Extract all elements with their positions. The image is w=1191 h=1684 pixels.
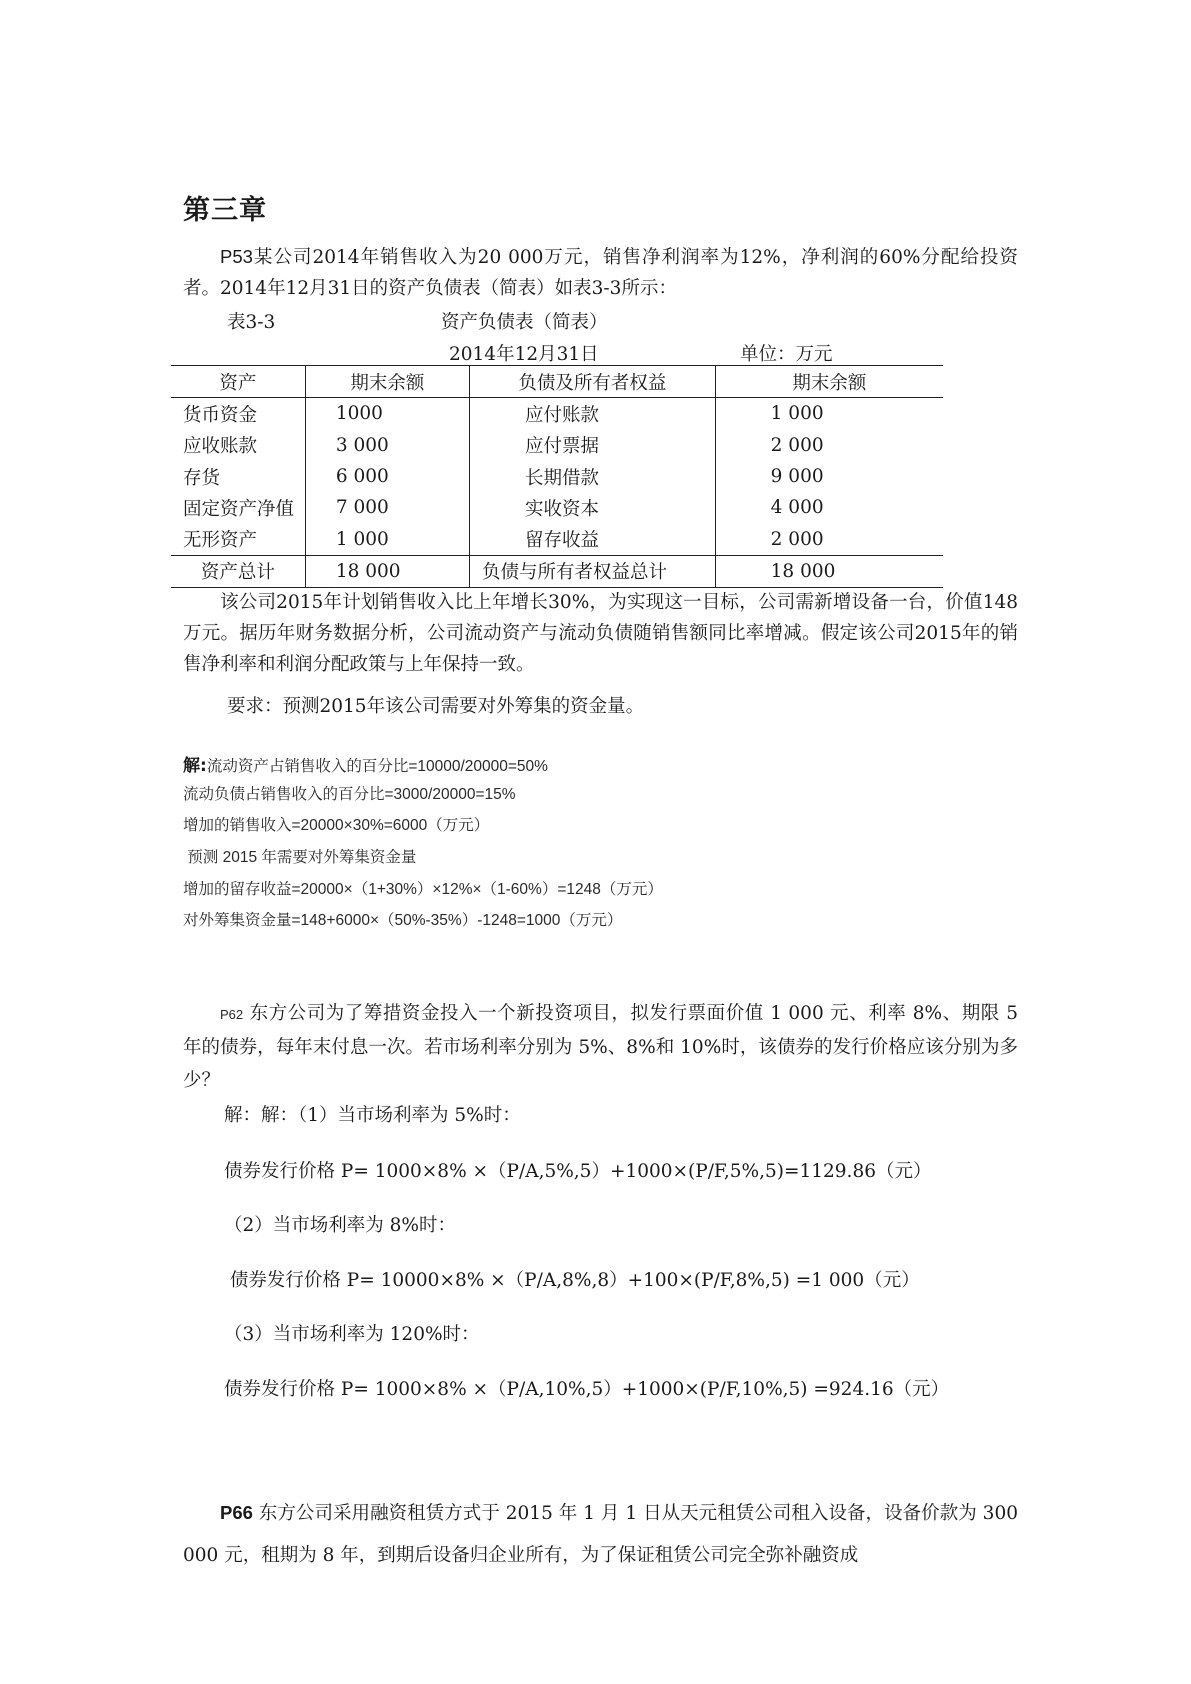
cell: 3 000 [305,430,469,461]
p53-requirement: 要求：预测2015年该公司需要对外筹集的资金量。 [227,696,645,717]
p53-label: P53 [220,246,253,267]
p62-solution-line-5: （3）当市场利率为 120%时： [224,1324,480,1345]
cell: 固定资产净值 [183,498,295,520]
cell: 应收账款 [183,436,258,458]
p53-solution-line-3: 增加的销售收入=20000×30%=6000（万元） [183,817,490,834]
p62-solution-line-6: 债券发行价格 P= 1000×8% ×（P/A,10%,5）+1000×(P/F,10%,5) =924.16（元） [224,1379,950,1400]
total-label: 资产总计 [171,555,305,587]
cell: 2 000 [715,430,943,461]
p62-solution-line-2: 债券发行价格 P= 1000×8% ×（P/A,5%,5）+1000×(P/F,5%,5)=1129.86（元） [224,1161,932,1182]
p53-body: 某公司2014年销售收入为20 000万元，销售净利润率为12%，净利润的60%分配给投资者。2014年12月31日的资产负债表（简表）如表3-3所示： [183,247,1018,299]
header-ending-balance: 期末余额 [305,366,469,398]
total-value-2: 18 000 [715,555,943,587]
cell: 实收资本 [469,492,715,523]
p62-solution-line-1: 解：解：（1）当市场利率为 5%时： [224,1105,521,1126]
total-label-2: 负债与所有者权益总计 [469,555,715,587]
p62-label: P62 [220,1007,244,1022]
table-total-row [171,555,943,587]
p53-solution-line-1 [183,751,548,776]
solution-text: 流动资产占销售收入的百分比=10000/20000=50% [206,758,548,775]
p53-after-text: 该公司2015年计划销售收入比上年增长30%，为实现这一目标，公司需新增设备一台，价值148万元。据历年财务数据分析，公司流动资产与流动负债随销售额同比率增减。假定该公司2015年的销售净利率和利润分配政策与上年保持一致。 [183,592,1018,675]
table-row [171,492,943,523]
cell: 应付票据 [469,430,715,461]
cell: 9 000 [715,461,943,492]
table-date: 2014年12月31日 [449,344,599,365]
table-number: 表3-3 [227,312,276,333]
p53-problem-text [183,241,1018,304]
cell: 应付账款 [469,398,715,430]
header-liabilities-equity: 负债及所有者权益 [469,366,715,398]
p53-solution-line-2: 流动负债占销售收入的百分比=3000/20000=15% [183,786,516,803]
cell: 无形资产 [183,530,258,552]
table-row [171,430,943,461]
table-row [171,461,943,492]
p62-solution-line-4: 债券发行价格 P= 10000×8% ×（P/A,8%,8）+100×(P/F,8%,5) =1 000（元） [224,1270,920,1291]
p66-problem-text [183,1492,1018,1577]
chapter-title: 第三章 [183,195,267,226]
table-row [171,523,943,555]
p53-solution-line-4: 预测 2015 年需要对外筹集资金量 [183,849,417,866]
table-unit: 单位：万元 [740,344,833,365]
cell: 6 000 [305,461,469,492]
header-assets: 资产 [171,366,305,398]
total-value: 18 000 [305,555,469,587]
p53-solution-line-5: 增加的留存收益=20000×（1+30%）×12%×（1-60%）=1248（万元） [183,881,663,898]
cell: 1000 [305,398,469,430]
p62-problem-text [183,997,1018,1097]
p66-label: P66 [220,1502,253,1523]
cell: 4 000 [715,492,943,523]
cell: 1 000 [305,523,469,555]
table-row [171,398,943,430]
table-header-row [171,366,943,398]
cell: 货币资金 [183,404,258,426]
header-ending-balance-2: 期末余额 [715,366,943,398]
cell: 1 000 [715,398,943,430]
table-title: 资产负债表（简表） [441,312,608,333]
solution-label: 解: [183,756,207,776]
p62-solution-line-3: （2）当市场利率为 8%时： [224,1215,457,1236]
p62-body: 东方公司为了筹措资金投入一个新投资项目，拟发行票面价值 1 000 元、利率 8%、期限 5 年的债券，每年末付息一次。若市场利率分别为 5%、8%和 10%时，该债券的发行价格应该分别为多少？ [183,1003,1018,1091]
cell: 2 000 [715,523,943,555]
cell: 留存收益 [469,523,715,555]
cell: 7 000 [305,492,469,523]
cell: 存货 [183,467,221,489]
p66-body: 东方公司采用融资租赁方式于 2015 年 1 月 1 日从天元租赁公司租入设备，设备价款为 300 000 元，租期为 8 年，到期后设备归企业所有，为了保证租赁公司完全弥补融资成 [183,1503,1018,1566]
cell: 长期借款 [469,461,715,492]
balance-sheet-table [171,365,943,588]
p53-solution-line-6: 对外筹集资金量=148+6000×（50%-35%）-1248=1000（万元） [183,912,623,929]
